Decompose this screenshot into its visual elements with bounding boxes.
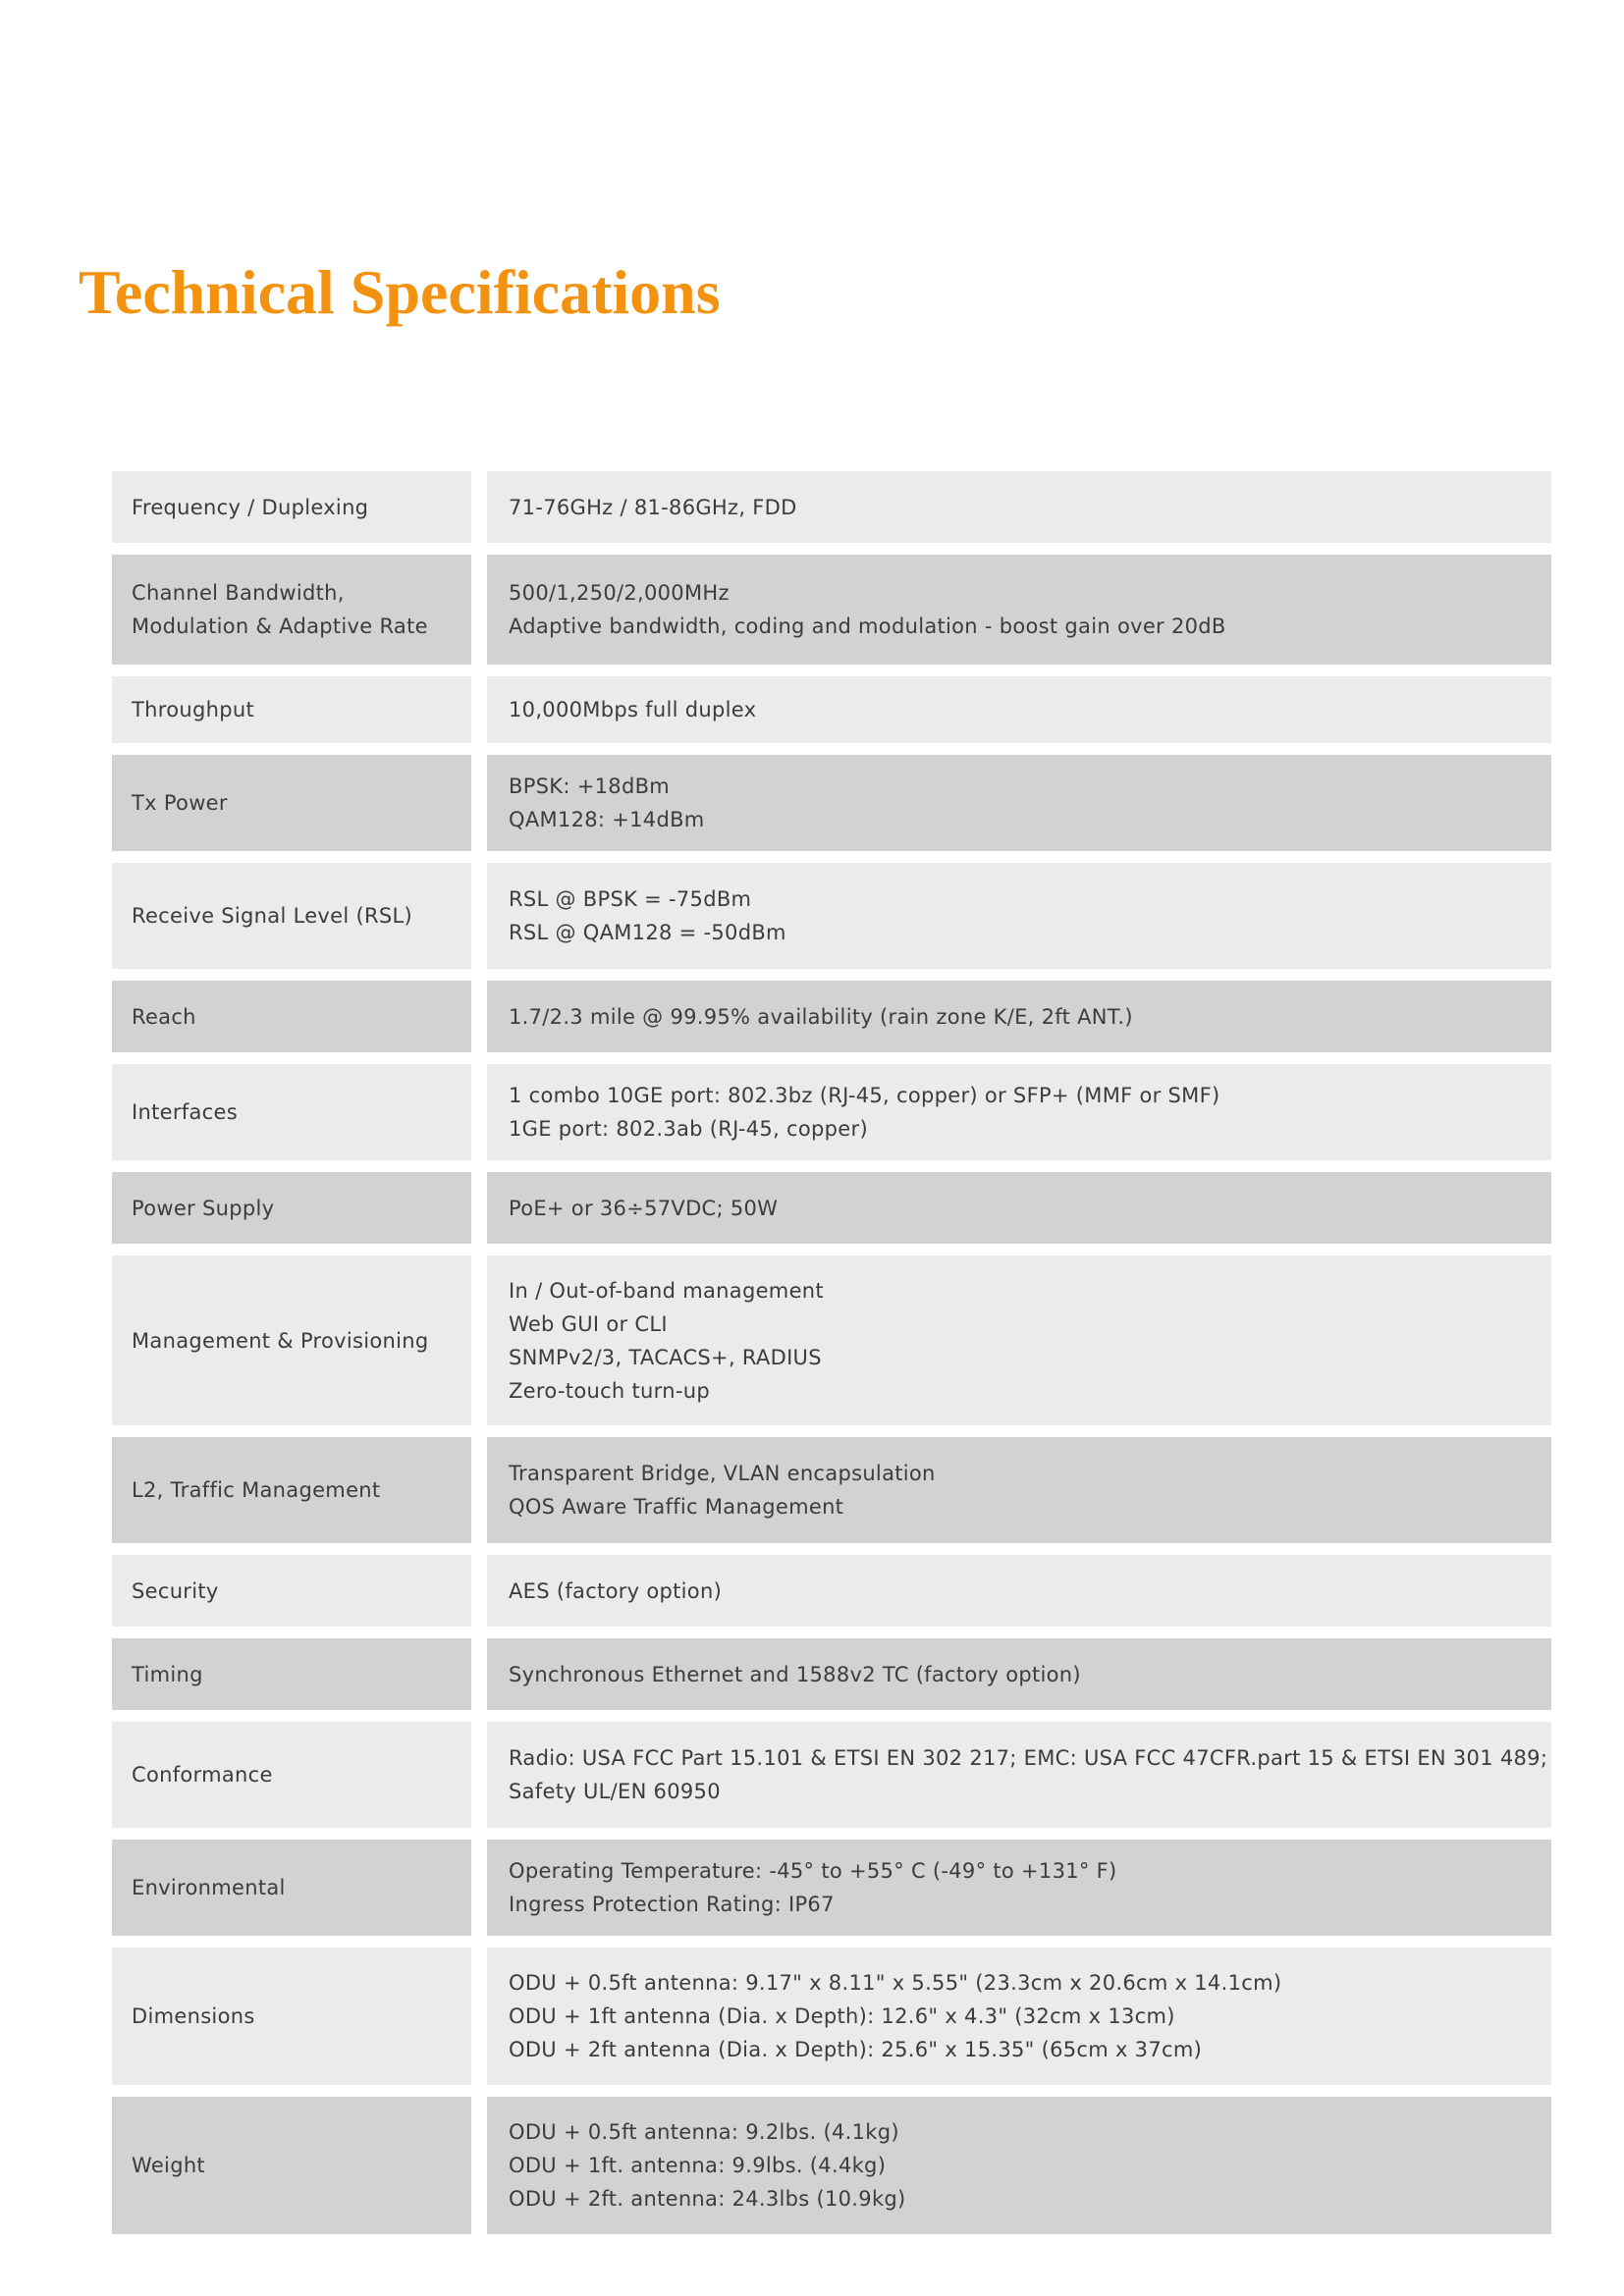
spec-value xyxy=(487,1638,1551,1710)
spec-value-line: ODU + 1ft antenna (Dia. x Depth): 12.6" x 4.3" (32cm x 13cm) xyxy=(509,2004,1175,2028)
spec-value xyxy=(487,1722,1551,1828)
spec-row xyxy=(112,1555,1551,1627)
spec-table xyxy=(112,471,1551,2246)
spec-value xyxy=(487,1948,1551,2085)
spec-label-line: Interfaces xyxy=(132,1100,238,1124)
spec-value-line: ODU + 0.5ft antenna: 9.17" x 8.11" x 5.55" (23.3cm x 20.6cm x 14.1cm) xyxy=(509,1971,1282,1995)
spec-row xyxy=(112,676,1551,743)
spec-value-line: Synchronous Ethernet and 1588v2 TC (factory option) xyxy=(509,1662,1081,1686)
spec-value-line: Zero-touch turn-up xyxy=(509,1378,710,1403)
spec-value-line: Safety UL/EN 60950 xyxy=(509,1780,721,1803)
spec-label xyxy=(112,981,471,1052)
spec-value-line: AES (factory option) xyxy=(509,1578,723,1603)
spec-value xyxy=(487,1437,1551,1543)
spec-label xyxy=(112,1722,471,1828)
spec-label-line: Frequency / Duplexing xyxy=(132,495,369,519)
spec-value-line: Adaptive bandwidth, coding and modulation - boost gain over 20dB xyxy=(509,614,1226,638)
spec-row xyxy=(112,1064,1551,1160)
spec-row xyxy=(112,863,1551,969)
spec-row xyxy=(112,1722,1551,1828)
spec-label-line: Throughput xyxy=(132,698,254,721)
spec-value-line: Web GUI or CLI xyxy=(509,1311,668,1336)
spec-label xyxy=(112,676,471,743)
spec-value xyxy=(487,863,1551,969)
spec-row xyxy=(112,1172,1551,1244)
spec-label xyxy=(112,1064,471,1160)
spec-value-line: Ingress Protection Rating: IP67 xyxy=(509,1893,835,1916)
spec-value-line: 1 combo 10GE port: 802.3bz (RJ-45, copper) or SFP+ (MMF or SMF) xyxy=(509,1084,1220,1107)
spec-row xyxy=(112,1948,1551,2085)
spec-row xyxy=(112,471,1551,543)
spec-value-line: ODU + 2ft. antenna: 24.3lbs (10.9kg) xyxy=(509,2187,906,2211)
spec-label xyxy=(112,555,471,665)
spec-value-line: 1.7/2.3 mile @ 99.95% availability (rain zone K/E, 2ft ANT.) xyxy=(509,1004,1133,1029)
spec-value-line: Transparent Bridge, VLAN encapsulation xyxy=(509,1462,936,1485)
spec-value-line: In / Out-of-band management xyxy=(509,1278,824,1303)
spec-label-line: Receive Signal Level (RSL) xyxy=(132,904,412,928)
spec-value-line: 71-76GHz / 81-86GHz, FDD xyxy=(509,495,797,519)
page-title: Technical Specifications xyxy=(79,257,721,327)
spec-value-line: BPSK: +18dBm xyxy=(509,774,671,798)
spec-label-line: Security xyxy=(132,1578,219,1603)
spec-value xyxy=(487,555,1551,665)
spec-value-line: 10,000Mbps full duplex xyxy=(509,698,757,721)
spec-label-line: Modulation & Adaptive Rate xyxy=(132,614,428,638)
spec-label-line: Dimensions xyxy=(132,2004,255,2028)
spec-label xyxy=(112,1948,471,2085)
spec-row xyxy=(112,555,1551,665)
spec-label-line: Timing xyxy=(132,1662,203,1686)
spec-value-line: RSL @ BPSK = -75dBm xyxy=(509,887,752,911)
spec-label xyxy=(112,2097,471,2234)
spec-label xyxy=(112,1437,471,1543)
spec-label xyxy=(112,1555,471,1627)
spec-value-line: ODU + 0.5ft antenna: 9.2lbs. (4.1kg) xyxy=(509,2120,899,2144)
spec-value xyxy=(487,2097,1551,2234)
spec-value-line: Radio: USA FCC Part 15.101 & ETSI EN 302 217; EMC: USA FCC 47CFR.part 15 & ETSI EN 301 489; xyxy=(509,1746,1548,1770)
spec-label xyxy=(112,1638,471,1710)
spec-row xyxy=(112,981,1551,1052)
spec-label-line: Reach xyxy=(132,1004,196,1029)
spec-value-line: ODU + 2ft antenna (Dia. x Depth): 25.6" x 15.35" (65cm x 37cm) xyxy=(509,2038,1203,2061)
spec-value xyxy=(487,1555,1551,1627)
spec-value xyxy=(487,1064,1551,1160)
spec-value-line: ODU + 1ft. antenna: 9.9lbs. (4.4kg) xyxy=(509,2154,887,2177)
spec-row xyxy=(112,1437,1551,1543)
spec-label-line: Conformance xyxy=(132,1763,273,1787)
spec-label-line: Power Supply xyxy=(132,1196,275,1220)
spec-row xyxy=(112,2097,1551,2234)
spec-label-line: Channel Bandwidth, xyxy=(132,581,345,605)
spec-row xyxy=(112,1840,1551,1936)
spec-value-line: QAM128: +14dBm xyxy=(509,808,705,831)
spec-value-line: RSL @ QAM128 = -50dBm xyxy=(509,921,786,944)
spec-value xyxy=(487,1172,1551,1244)
spec-value-line: SNMPv2/3, TACACS+, RADIUS xyxy=(509,1345,822,1369)
spec-label-line: L2, Traffic Management xyxy=(132,1478,381,1502)
spec-value xyxy=(487,755,1551,851)
spec-label xyxy=(112,1172,471,1244)
spec-value-line: PoE+ or 36÷57VDC; 50W xyxy=(509,1196,779,1220)
spec-value-line: 1GE port: 802.3ab (RJ-45, copper) xyxy=(509,1117,868,1141)
spec-value xyxy=(487,1255,1551,1425)
spec-row xyxy=(112,755,1551,851)
spec-value-line: 500/1,250/2,000MHz xyxy=(509,581,730,605)
spec-label xyxy=(112,471,471,543)
spec-row xyxy=(112,1638,1551,1710)
spec-row xyxy=(112,1255,1551,1425)
spec-value xyxy=(487,676,1551,743)
spec-value xyxy=(487,471,1551,543)
spec-value-line: QOS Aware Traffic Management xyxy=(509,1495,844,1519)
spec-value xyxy=(487,1840,1551,1936)
spec-label xyxy=(112,1255,471,1425)
spec-label xyxy=(112,1840,471,1936)
spec-value xyxy=(487,981,1551,1052)
spec-label-line: Management & Provisioning xyxy=(132,1328,429,1353)
spec-label xyxy=(112,755,471,851)
spec-value-line: Operating Temperature: -45° to +55° C (-49° to +131° F) xyxy=(509,1859,1117,1883)
spec-label-line: Environmental xyxy=(132,1876,286,1899)
spec-label xyxy=(112,863,471,969)
spec-label-line: Tx Power xyxy=(132,791,228,815)
spec-label-line: Weight xyxy=(132,2154,205,2177)
